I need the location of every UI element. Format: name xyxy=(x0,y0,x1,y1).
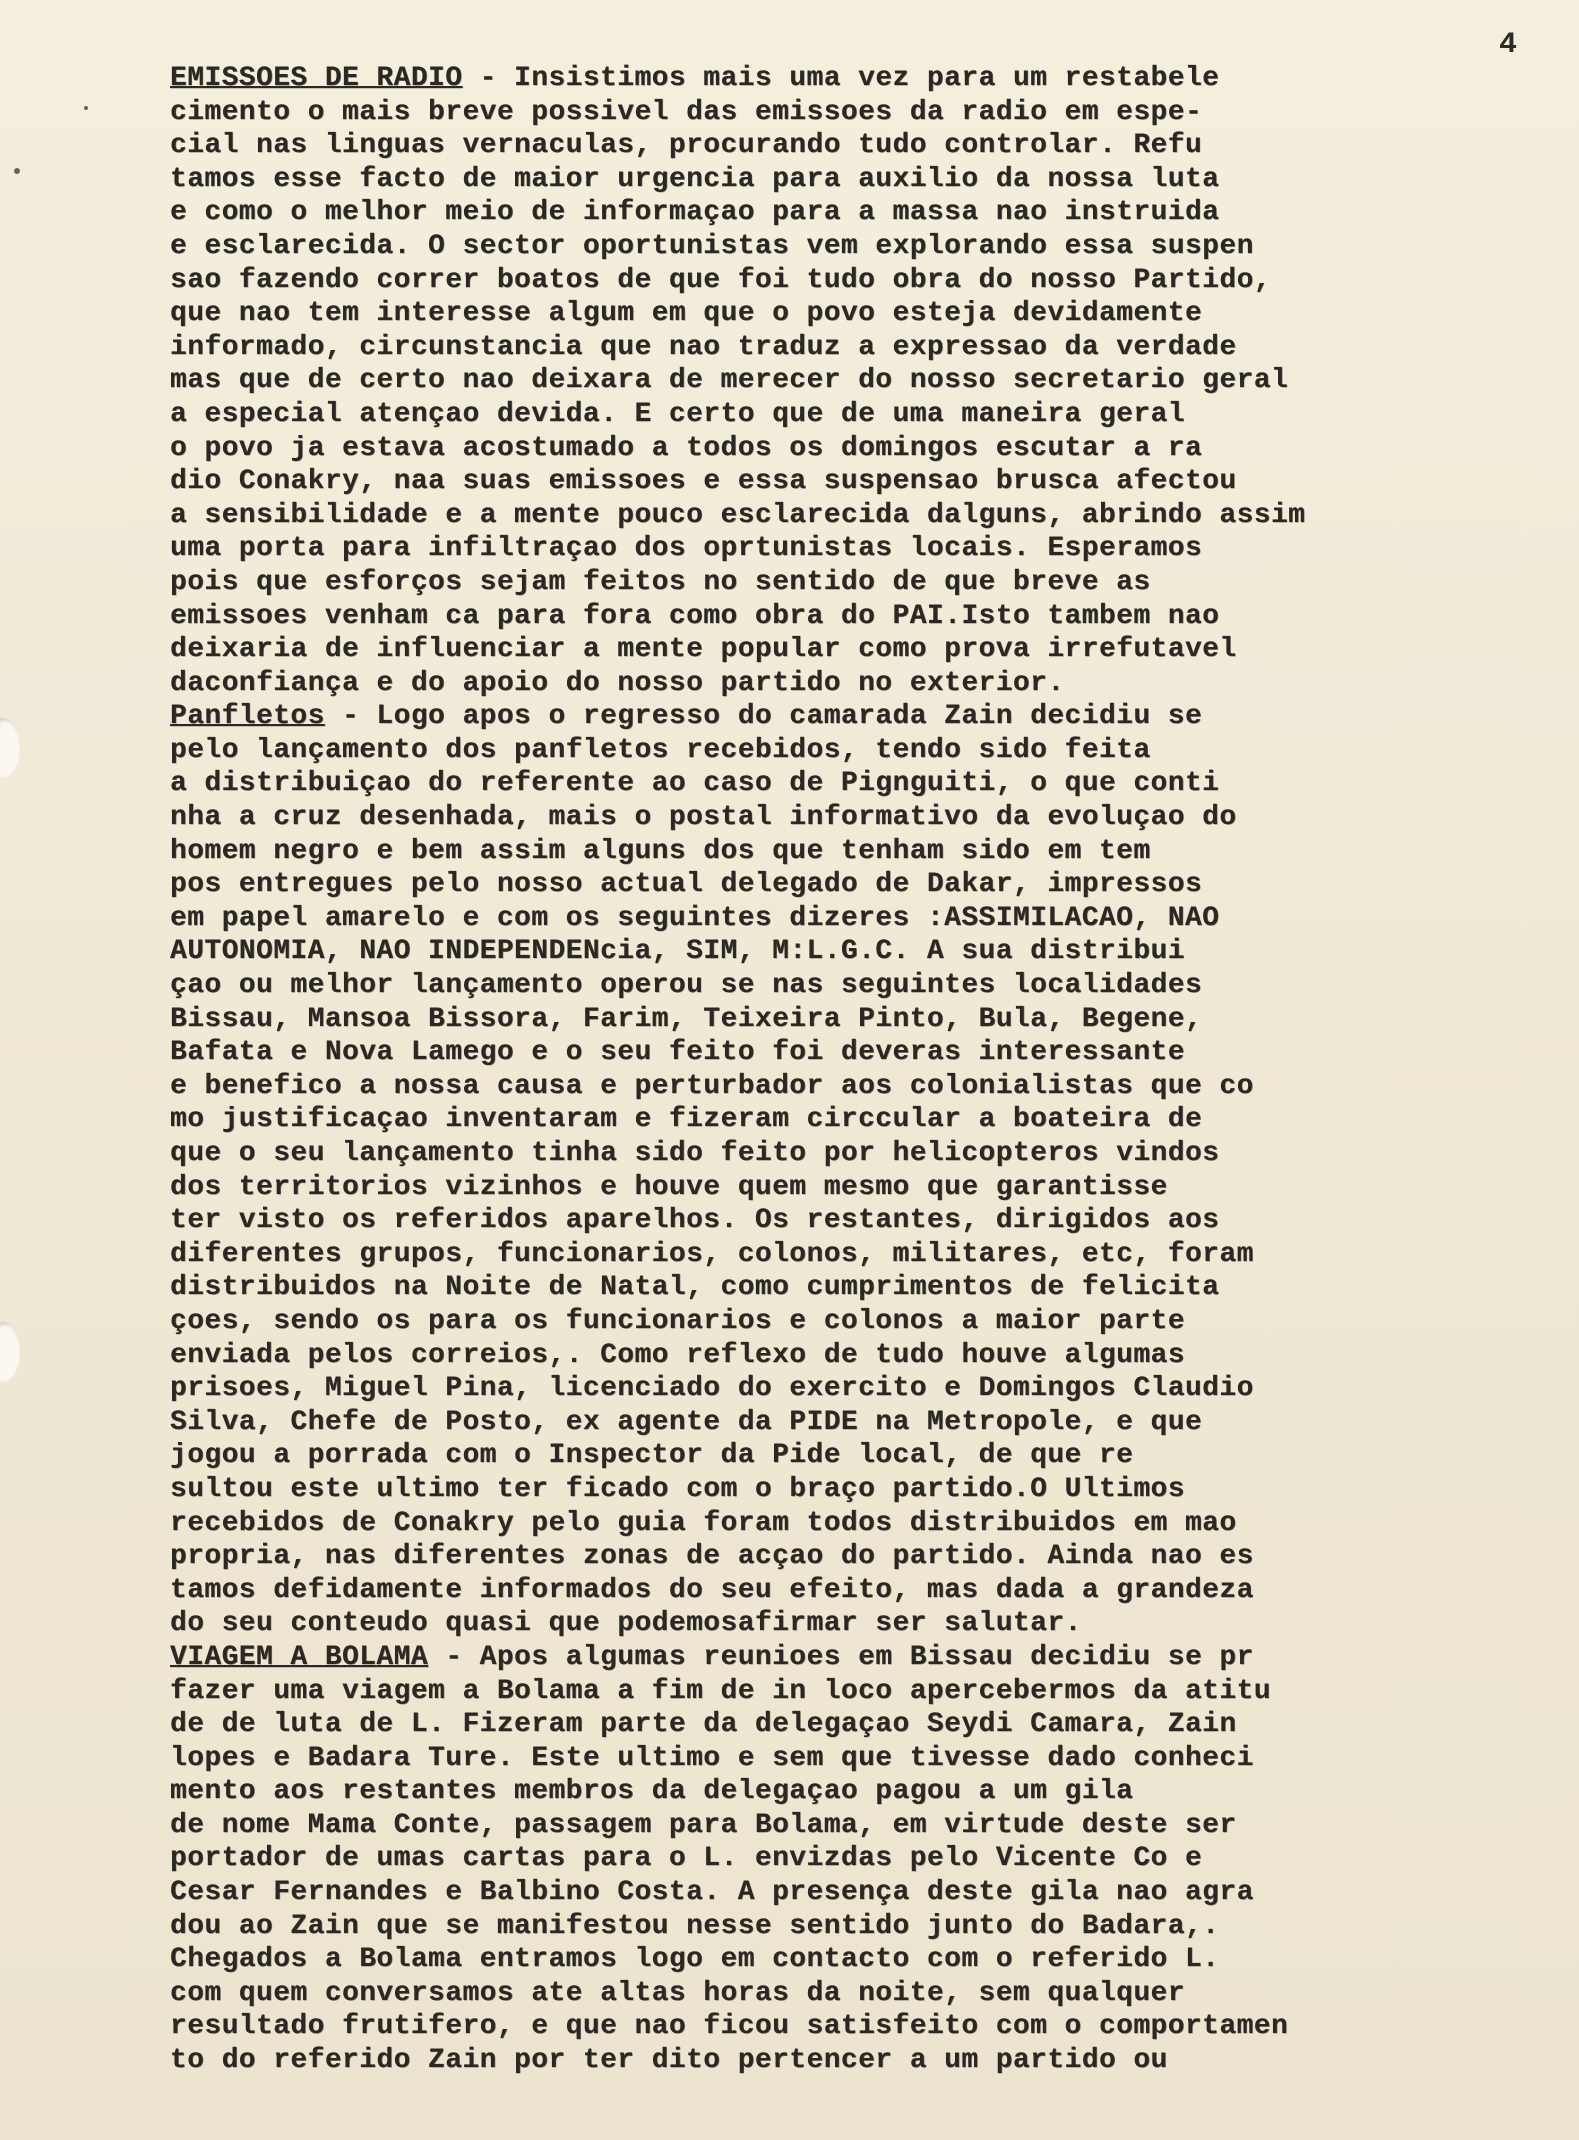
text-line: mento aos restantes membros da delegaçao pagou a um gila xyxy=(170,1776,1134,1808)
text-line: a distribuiçao do referente ao caso de Pignguiti, o que conti xyxy=(170,768,1220,800)
text-line: e como o melhor meio de informaçao para a massa nao instruida xyxy=(170,197,1220,229)
text-line: pos entregues pelo nosso actual delegado de Dakar, impressos xyxy=(170,869,1203,901)
text-line: EMISSOES DE RADIO - Insistimos mais uma vez para um restabele xyxy=(170,63,1220,94)
text-line: Panfletos - Logo apos o regresso do camarada Zain decidiu se xyxy=(170,701,1203,733)
text-line: a especial atençao devida. E certo que de uma maneira geral xyxy=(170,398,1185,430)
text-line: cial nas linguas vernaculas, procurando tudo controlar. Refu xyxy=(170,130,1203,162)
text-line: ter visto os referidos aparelhos. Os restantes, dirigidos aos xyxy=(170,1205,1220,1237)
text-line: com quem conversamos ate altas horas da noite, sem qualquer xyxy=(170,1977,1185,2009)
text-line: e esclarecida. O sector oportunistas vem explorando essa suspen xyxy=(170,230,1254,262)
text-line: to do referido Zain por ter dito pertencer a um partido ou xyxy=(170,2045,1168,2077)
text-line: fazer uma viagem a Bolama a fim de in loco apercebermos da atitu xyxy=(170,1675,1271,1707)
text-line: Cesar Fernandes e Balbino Costa. A presença deste gila nao agra xyxy=(170,1877,1254,1909)
text-line: que o seu lançamento tinha sido feito por helicopteros vindos xyxy=(170,1138,1220,1169)
text-line: daconfiança e do apoio do nosso partido no exterior. xyxy=(170,667,1065,699)
text-line: resultado frutifero, e que nao ficou satisfeito com o comportamen xyxy=(170,2011,1289,2043)
text-line: a sensibilidade e a mente pouco esclarecida dalguns, abrindo assim xyxy=(170,499,1306,531)
text-line: uma porta para infiltraçao dos oprtunistas locais. Esperamos xyxy=(170,533,1203,565)
text-line: tamos esse facto de maior urgencia para auxilio da nossa luta xyxy=(170,163,1220,195)
text-line: sao fazendo correr boatos de que foi tudo obra do nosso Partido, xyxy=(170,264,1271,296)
text-line: de de luta de L. Fizeram parte da delegaçao Seydi Camara, Zain xyxy=(170,1709,1237,1741)
text-line: jogou a porrada com o Inspector da Pide local, de que re xyxy=(170,1440,1134,1472)
text-line: çao ou melhor lançamento operou se nas seguintes localidades xyxy=(170,970,1203,1002)
text-line: AUTONOMIA, NAO INDEPENDENcia, SIM, M:L.G.C. A sua distribui xyxy=(170,936,1185,968)
text-line: tamos defidamente informados do seu efeito, mas dada a grandeza xyxy=(170,1574,1254,1606)
text-line: prisoes, Miguel Pina, licenciado do exercito e Domingos Claudio xyxy=(170,1373,1254,1405)
text-line: dos territorios vizinhos e houve quem mesmo que garantisse xyxy=(170,1171,1168,1203)
text-line: Bissau, Mansoa Bissora, Farim, Teixeira Pinto, Bula, Begene, xyxy=(170,1003,1203,1035)
section-heading-radio: EMISSOES DE RADIO xyxy=(170,63,463,94)
text-line: VIAGEM A BOLAMA - Apos algumas reunioes em Bissau decidiu se pr xyxy=(170,1641,1254,1673)
text-line: enviada pelos correios,. Como reflexo de tudo houve algumas xyxy=(170,1339,1185,1371)
text-line: dio Conakry, naa suas emissoes e essa suspensao brusca afectou xyxy=(170,466,1237,498)
text-line: em papel amarelo e com os seguintes dizeres :ASSIMILACAO, NAO xyxy=(170,902,1220,934)
text-line: pelo lançamento dos panfletos recebidos, tendo sido feita xyxy=(170,734,1151,766)
text-line: sultou este ultimo ter ficado com o braço partido.O Ultimos xyxy=(170,1473,1185,1505)
text-line: lopes e Badara Ture. Este ultimo e sem que tivesse dado conheci xyxy=(170,1742,1254,1774)
paper-speck xyxy=(84,106,88,110)
text-line: Chegados a Bolama entramos logo em contacto com o referido L. xyxy=(170,1944,1220,1976)
section-heading-panfletos: Panfletos xyxy=(170,701,325,733)
text-line: deixaria de influenciar a mente popular como prova irrefutavel xyxy=(170,634,1237,666)
page-number: 4 xyxy=(1498,28,1517,62)
text-line: çoes, sendo os para os funcionarios e colonos a maior parte xyxy=(170,1305,1185,1337)
text-line: dou ao Zain que se manifestou nesse sentido junto do Badara,. xyxy=(170,1910,1220,1942)
text-line: propria, nas diferentes zonas de acçao do partido. Ainda nao es xyxy=(170,1541,1254,1573)
text-line: homem negro e bem assim alguns dos que tenham sido em tem xyxy=(170,835,1151,867)
text-line: recebidos de Conakry pelo guia foram todos distribuidos em mao xyxy=(170,1507,1237,1539)
text-line: emissoes venham ca para fora como obra do PAI.Isto tambem nao xyxy=(170,600,1220,632)
section-heading-bolama: VIAGEM A BOLAMA xyxy=(170,1641,429,1673)
typed-text-body xyxy=(170,62,1535,2078)
text-line: cimento o mais breve possivel das emissoes da radio em espe- xyxy=(170,96,1203,128)
text-line: que nao tem interesse algum em que o povo esteja devidamente xyxy=(170,298,1203,330)
text-line: Silva, Chefe de Posto, ex agente da PIDE na Metropole, e que xyxy=(170,1406,1203,1438)
text-line: informado, circunstancia que nao traduz a expressao da verdade xyxy=(170,331,1237,363)
text-line: do seu conteudo quasi que podemosafirmar ser salutar. xyxy=(170,1608,1082,1640)
text-line: pois que esforços sejam feitos no sentido de que breve as xyxy=(170,566,1151,598)
text-line: mo justificaçao inventaram e fizeram circcular a boateira de xyxy=(170,1104,1203,1136)
text-line: distribuidos na Noite de Natal, como cumprimentos de felicita xyxy=(170,1272,1220,1304)
text-line: diferentes grupos, funcionarios, colonos, militares, etc, foram xyxy=(170,1238,1254,1270)
paper-speck xyxy=(14,168,20,174)
text-line: nha a cruz desenhada, mais o postal informativo da evoluçao do xyxy=(170,802,1237,834)
text-line: Bafata e Nova Lamego e o seu feito foi deveras interessante xyxy=(170,1037,1185,1069)
text-line: mas que de certo nao deixara de merecer do nosso secretario geral xyxy=(170,365,1289,397)
text-line: e benefico a nossa causa e perturbador aos colonialistas que co xyxy=(170,1070,1254,1102)
text-line: portador de umas cartas para o L. envizdas pelo Vicente Co e xyxy=(170,1843,1203,1875)
text-line: de nome Mama Conte, passagem para Bolama, em virtude deste ser xyxy=(170,1809,1237,1841)
text-line: o povo ja estava acostumado a todos os domingos escutar a ra xyxy=(170,432,1203,464)
